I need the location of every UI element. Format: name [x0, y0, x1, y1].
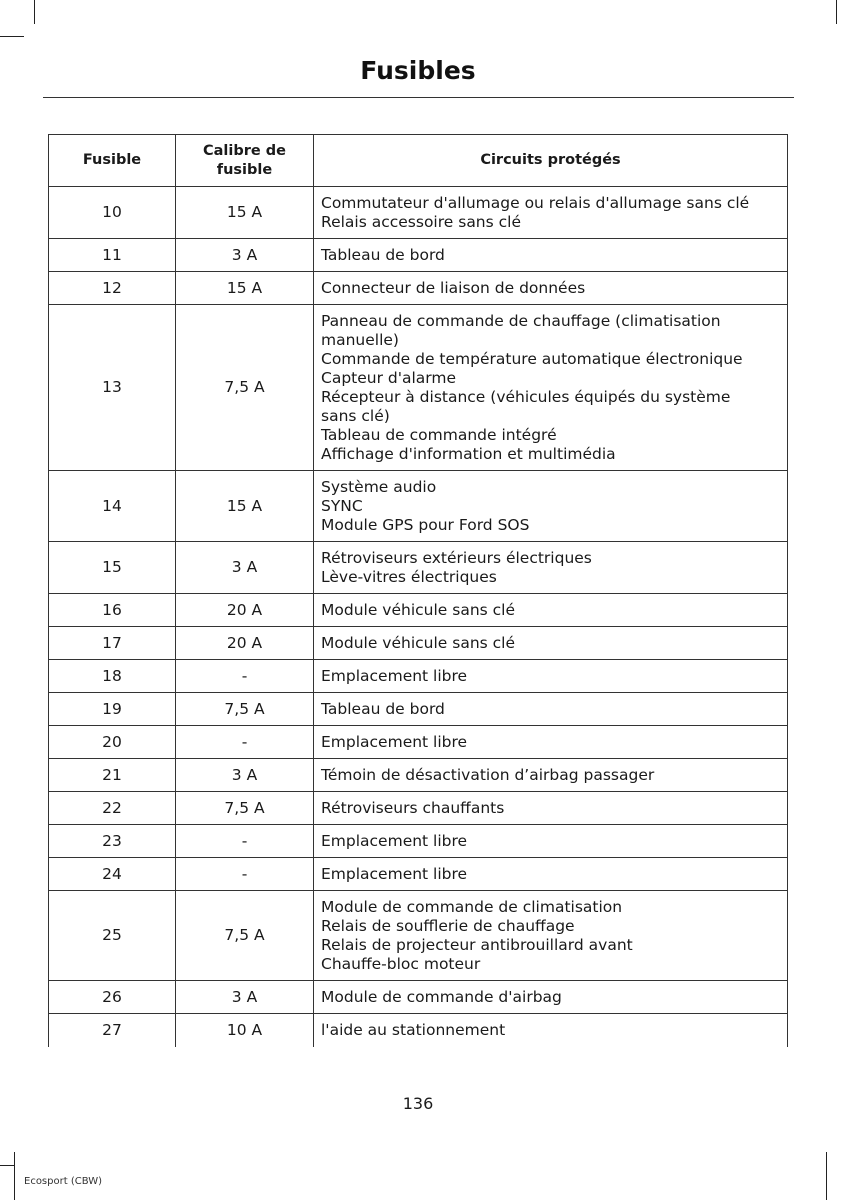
fuse-rating: 3 A [176, 542, 314, 594]
page-number: 136 [402, 1094, 434, 1113]
fuse-rating: 15 A [176, 272, 314, 305]
footer-model: Ecosport (CBW) [24, 1176, 102, 1187]
table-row [49, 594, 788, 627]
fuse-rating: - [176, 858, 314, 891]
fuse-rating: 7,5 A [176, 891, 314, 981]
circuit-line: Témoin de désactivation d’airbag passager [321, 765, 655, 784]
circuit-line: Module GPS pour Ford SOS [321, 515, 530, 534]
crop-mark [34, 0, 35, 24]
table-row [49, 792, 788, 825]
fuse-table [48, 134, 788, 1047]
protected-circuits [314, 471, 788, 542]
circuit-line: Tableau de bord [321, 245, 445, 264]
fuse-rating: 10 A [176, 1014, 314, 1047]
table-header-row [49, 135, 788, 187]
fuse-number: 20 [49, 726, 176, 759]
fuse-number: 10 [49, 187, 176, 239]
circuit-line: Rétroviseurs chauffants [321, 798, 505, 817]
circuit-line: Système audio [321, 477, 437, 496]
table-row [49, 660, 788, 693]
fuse-number: 19 [49, 693, 176, 726]
fuse-number: 13 [49, 305, 176, 471]
circuit-line: Tableau de commande intégré [321, 425, 557, 444]
fuse-number: 11 [49, 239, 176, 272]
table-row [49, 239, 788, 272]
circuit-line: Relais de soufflerie de chauffage [321, 916, 575, 935]
circuit-line: Rétroviseurs extérieurs électriques [321, 548, 592, 567]
fuse-rating: 7,5 A [176, 693, 314, 726]
header-rating: Calibre de fusible [176, 135, 314, 187]
fuse-number: 15 [49, 542, 176, 594]
table-row [49, 1014, 788, 1047]
fuse-number: 21 [49, 759, 176, 792]
table-row [49, 542, 788, 594]
circuit-line: Lève-vitres électriques [321, 567, 497, 586]
fuse-rating: 7,5 A [176, 305, 314, 471]
protected-circuits [314, 693, 788, 726]
fuse-number: 18 [49, 660, 176, 693]
protected-circuits [314, 825, 788, 858]
circuit-line: Affichage d'information et multimédia [321, 444, 616, 463]
fuse-number: 16 [49, 594, 176, 627]
circuit-line: SYNC [321, 496, 363, 515]
circuit-line: manuelle) [321, 330, 399, 349]
table-row [49, 858, 788, 891]
circuit-line: Emplacement libre [321, 864, 468, 883]
protected-circuits [314, 981, 788, 1014]
circuit-line: Chauffe-bloc moteur [321, 954, 481, 973]
crop-mark [836, 0, 837, 24]
crop-mark [0, 36, 24, 37]
header-circuits: Circuits protégés [314, 135, 788, 187]
table-row [49, 305, 788, 471]
circuit-line: l'aide au stationnement [321, 1020, 506, 1039]
protected-circuits [314, 891, 788, 981]
fuse-rating: 3 A [176, 759, 314, 792]
fuse-rating: 3 A [176, 239, 314, 272]
fuse-number: 12 [49, 272, 176, 305]
fuse-rating: 15 A [176, 187, 314, 239]
circuit-line: Tableau de bord [321, 699, 445, 718]
table-row [49, 759, 788, 792]
fuse-number: 25 [49, 891, 176, 981]
title-rule [43, 97, 794, 98]
circuit-line: Emplacement libre [321, 831, 468, 850]
page-title: Fusibles [360, 56, 476, 85]
table-row [49, 627, 788, 660]
crop-mark [14, 1152, 15, 1200]
protected-circuits [314, 627, 788, 660]
circuit-line: sans clé) [321, 406, 390, 425]
table-row [49, 187, 788, 239]
circuit-line: Module véhicule sans clé [321, 633, 516, 652]
fuse-rating: - [176, 726, 314, 759]
fuse-number: 26 [49, 981, 176, 1014]
fuse-rating: - [176, 825, 314, 858]
protected-circuits [314, 187, 788, 239]
protected-circuits [314, 759, 788, 792]
fuse-rating: 20 A [176, 627, 314, 660]
table-row [49, 981, 788, 1014]
circuit-line: Relais accessoire sans clé [321, 212, 522, 231]
table-row [49, 726, 788, 759]
crop-mark [826, 1152, 827, 1200]
fuse-number: 17 [49, 627, 176, 660]
fuse-number: 23 [49, 825, 176, 858]
circuit-line: Connecteur de liaison de données [321, 278, 586, 297]
fuse-rating: - [176, 660, 314, 693]
circuit-line: Module de commande de climatisation [321, 897, 623, 916]
circuit-line: Commutateur d'allumage ou relais d'allumage sans clé [321, 193, 750, 212]
circuit-line: Relais de projecteur antibrouillard avant [321, 935, 633, 954]
protected-circuits [314, 272, 788, 305]
protected-circuits [314, 594, 788, 627]
circuit-line: Module véhicule sans clé [321, 600, 516, 619]
fuse-number: 22 [49, 792, 176, 825]
table-row [49, 693, 788, 726]
table-row [49, 471, 788, 542]
protected-circuits [314, 660, 788, 693]
table-row [49, 891, 788, 981]
fuse-rating: 15 A [176, 471, 314, 542]
table-row [49, 825, 788, 858]
circuit-line: Emplacement libre [321, 666, 468, 685]
circuit-line: Commande de température automatique électronique [321, 349, 743, 368]
fuse-number: 24 [49, 858, 176, 891]
protected-circuits [314, 1014, 788, 1047]
protected-circuits [314, 305, 788, 471]
fuse-rating: 7,5 A [176, 792, 314, 825]
header-fuse: Fusible [49, 135, 176, 187]
protected-circuits [314, 726, 788, 759]
circuit-line: Récepteur à distance (véhicules équipés du système [321, 387, 731, 406]
circuit-line: Capteur d'alarme [321, 368, 457, 387]
crop-mark [0, 1165, 14, 1166]
protected-circuits [314, 542, 788, 594]
fuse-rating: 20 A [176, 594, 314, 627]
fuse-rating: 3 A [176, 981, 314, 1014]
protected-circuits [314, 239, 788, 272]
protected-circuits [314, 858, 788, 891]
circuit-line: Panneau de commande de chauffage (climatisation [321, 311, 721, 330]
fuse-number: 27 [49, 1014, 176, 1047]
protected-circuits [314, 792, 788, 825]
circuit-line: Emplacement libre [321, 732, 468, 751]
table-row [49, 272, 788, 305]
circuit-line: Module de commande d'airbag [321, 987, 562, 1006]
fuse-number: 14 [49, 471, 176, 542]
